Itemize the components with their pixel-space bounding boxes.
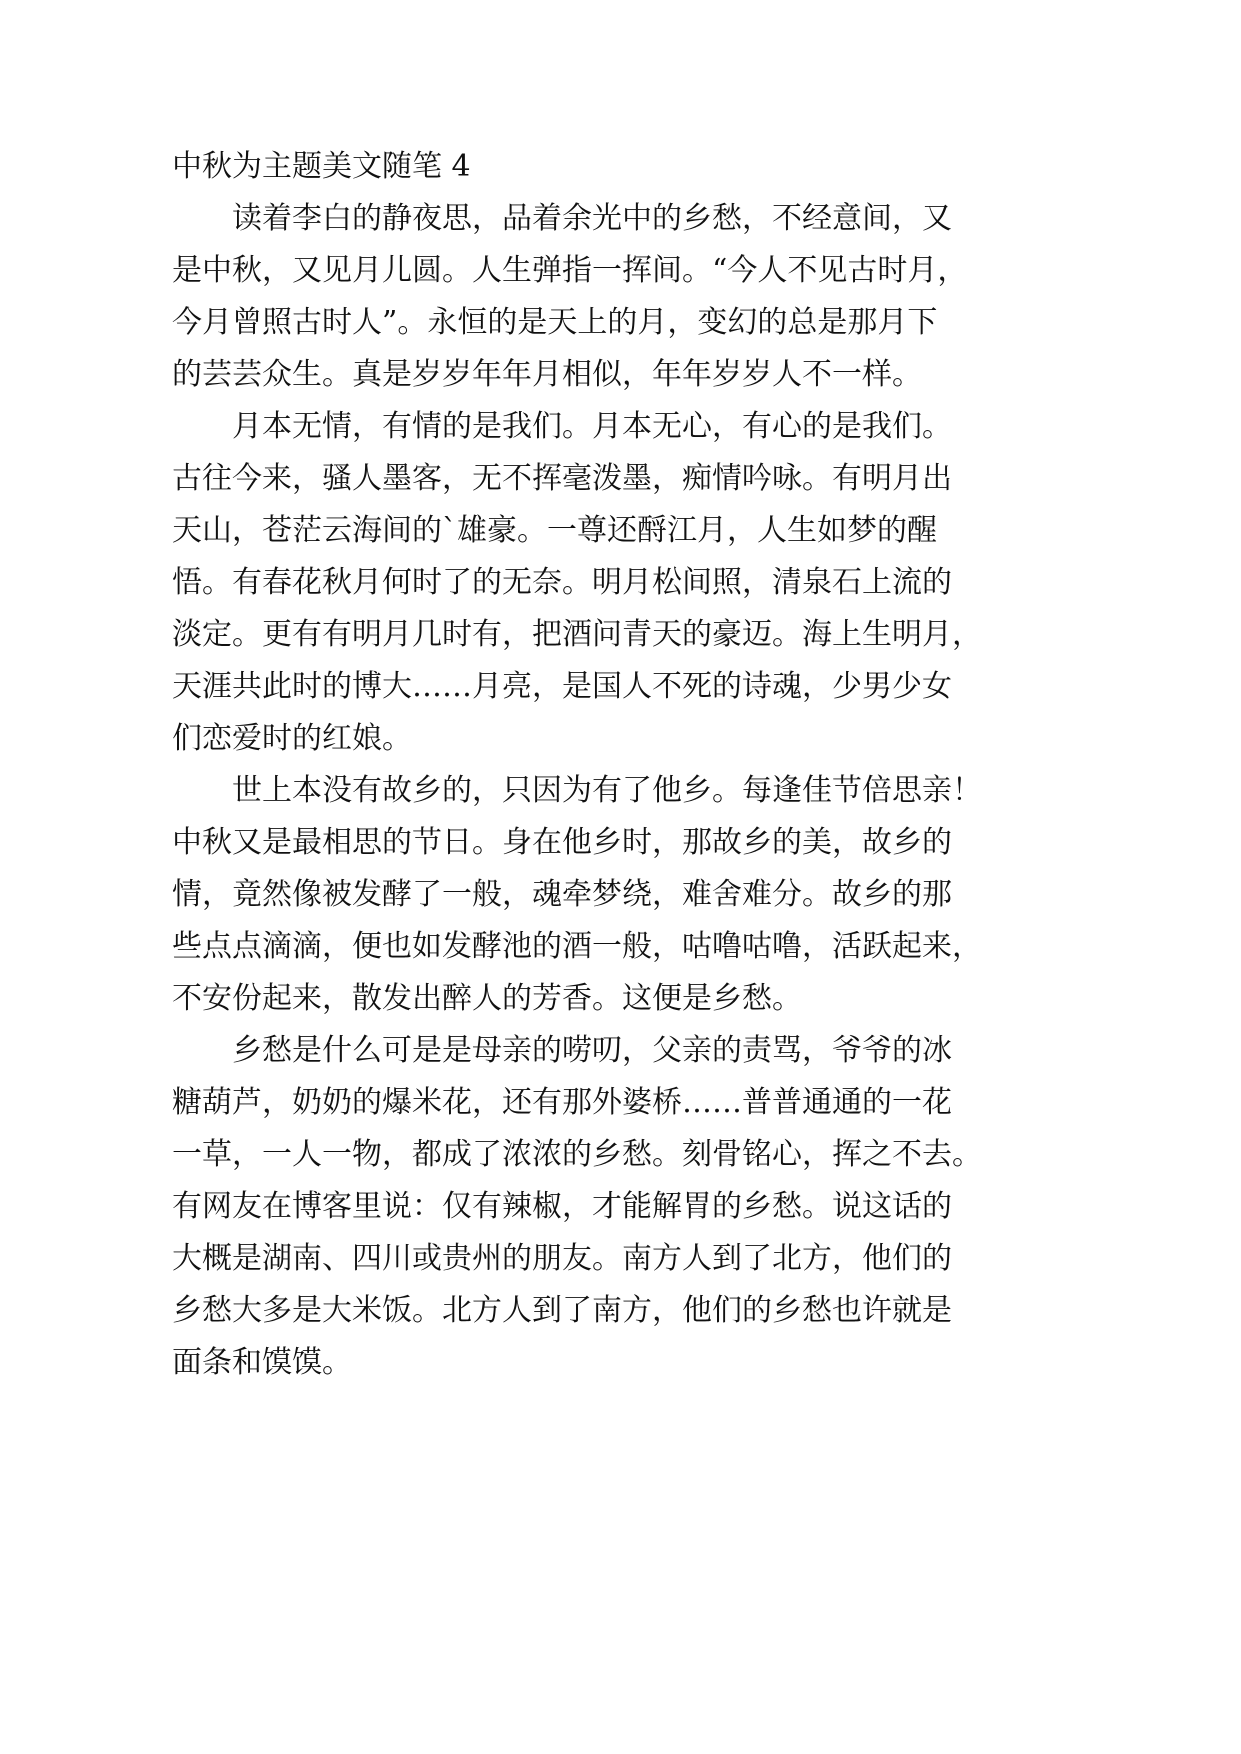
text-line: 糖葫芦，奶奶的爆米花，还有那外婆桥……普普通通的一花 (172, 1085, 952, 1120)
text-line: 今月曾照古时人”。永恒的是天上的月，变幻的总是那月下 (172, 305, 938, 340)
text-line: 淡定。更有有明月几时有，把酒问青天的豪迈。海上生明月， (172, 617, 982, 652)
text-line: 天山，苍茫云海间的`雄豪。一尊还酹江月，人生如梦的醒 (172, 513, 937, 548)
text-line: 有网友在博客里说：仅有辣椒，才能解胃的乡愁。说这话的 (172, 1189, 952, 1224)
text-line: 面条和馍馍。 (172, 1345, 352, 1380)
text-line: 乡愁大多是大米饭。北方人到了南方，他们的乡愁也许就是 (172, 1293, 952, 1328)
text-line: 不安份起来，散发出醉人的芳香。这便是乡愁。 (172, 981, 802, 1016)
text-line: 月本无情，有情的是我们。月本无心，有心的是我们。 (232, 409, 952, 444)
text-line: 古往今来，骚人墨客，无不挥毫泼墨，痴情吟咏。有明月出 (172, 461, 952, 496)
text-line: 的芸芸众生。真是岁岁年年月相似，年年岁岁人不一样。 (172, 357, 922, 392)
paragraph-3 (172, 765, 1072, 1025)
paragraph-4 (172, 1025, 1072, 1389)
text-line: 大概是湖南、四川或贵州的朋友。南方人到了北方，他们的 (172, 1241, 952, 1276)
document-body (172, 141, 1072, 1389)
text-line: 读着李白的静夜思，品着余光中的乡愁，不经意间，又 (232, 201, 952, 236)
text-line: 是中秋，又见月儿圆。人生弹指一挥间。“今人不见古时月， (172, 253, 968, 288)
text-line: 情，竟然像被发酵了一般，魂牵梦绕，难舍难分。故乡的那 (172, 877, 952, 912)
text-line: 悟。有春花秋月何时了的无奈。明月松间照，清泉石上流的 (172, 565, 952, 600)
text-line: 中秋又是最相思的节日。身在他乡时，那故乡的美，故乡的 (172, 825, 952, 860)
text-line: 们恋爱时的红娘。 (172, 721, 412, 756)
text-line: 些点点滴滴，便也如发酵池的酒一般，咕噜咕噜，活跃起来， (172, 929, 982, 964)
text-line: 天涯共此时的博大……月亮，是国人不死的诗魂，少男少女 (172, 669, 952, 704)
text-line: 一草，一人一物，都成了浓浓的乡愁。刻骨铭心，挥之不去。 (172, 1137, 982, 1172)
text-line: 乡愁是什么可是是母亲的唠叨，父亲的责骂，爷爷的冰 (232, 1033, 952, 1068)
paragraph-2 (172, 401, 1072, 765)
text-line: 世上本没有故乡的，只因为有了他乡。每逢佳节倍思亲！ (232, 773, 982, 808)
document-title: 中秋为主题美文随笔 4 (172, 149, 471, 184)
paragraph-1 (172, 193, 1072, 401)
